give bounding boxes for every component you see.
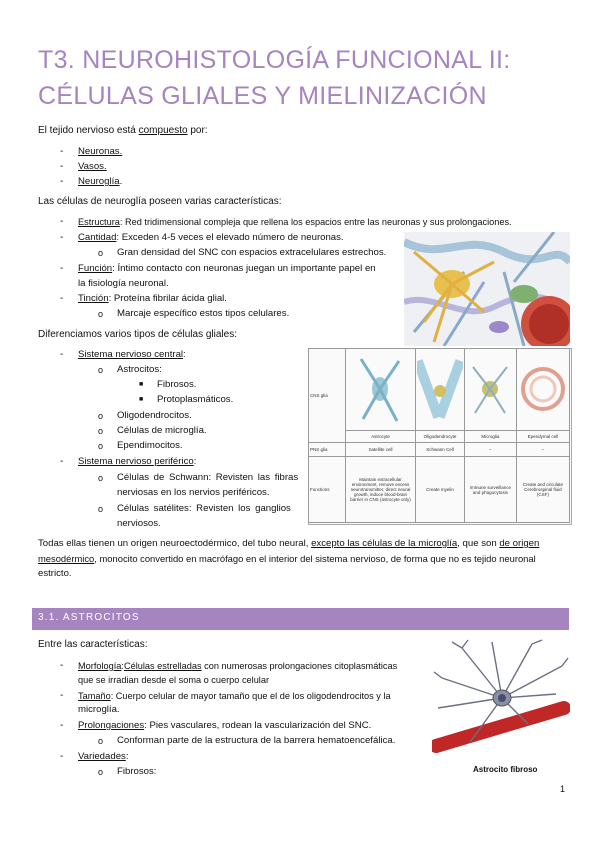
list-item-cantidad: Cantidad: Exceden 4-5 veces el elevado número de neuronas. — [78, 232, 344, 243]
list-item-tamano-cont: microglía. — [78, 704, 120, 715]
sub-item: Gran densidad del SNC con espacios extracelulares estrechos. — [117, 247, 387, 258]
table-cell: Create and circulate Cerebrospinal fluid (CSF) — [516, 457, 569, 523]
sub-sub-item: Fibrosos. — [157, 379, 197, 390]
types-lead: Diferenciamos varios tipos de células gliales: — [38, 329, 237, 340]
sub-bullet: o — [98, 365, 104, 375]
list-item-snp: Sistema nervioso periférico: — [78, 456, 197, 467]
sub-item-schwann: Células de Schwann: Revisten las fibras — [117, 472, 299, 483]
header-cell: Oligodendrocyte — [415, 431, 464, 443]
sub-item-satelites: Células satélites: Revisten los ganglios — [117, 503, 291, 514]
astrocyte-caption: Astrocito fibroso — [473, 765, 538, 774]
section-header — [32, 608, 569, 630]
page-title — [38, 42, 578, 114]
origin-line-1: Todas ellas tienen un origen neuroectodérmico, del tubo neural, excepto las células de la microglía, que son de origen — [38, 538, 540, 549]
header-cell: Ependymal cell — [516, 431, 569, 443]
neuroglia-illustration-svg — [404, 232, 570, 346]
list-item-funcion-cont: la fisiología neuronal. — [78, 278, 169, 289]
bullet-dash: - — [60, 720, 64, 731]
intro-paragraph: El tejido nervioso está compuesto por: — [38, 125, 208, 136]
bullet-dash: - — [60, 263, 64, 274]
header-cell: Microglia — [464, 431, 516, 443]
origin-line-3: estricto. — [38, 568, 72, 579]
characteristics-lead: Las células de neuroglía poseen varias características: — [38, 196, 282, 207]
oligodendrocyte-drawing — [417, 353, 463, 425]
bullet-dash: - — [60, 690, 64, 701]
ependymal-drawing — [520, 353, 566, 425]
table-cell: Maintain extracellular environment, remove excess neurotransmitter, direct neural growth, induce blood-brain barrier in CNS (astrocyte only) — [346, 457, 416, 523]
table-cell: Immune surveillance and phagocytosis — [464, 457, 516, 523]
table-cell: Create myelin — [415, 457, 464, 523]
list-item-morfologia: Morfología:Células estrelladas con numerosas prolongaciones citoplasmáticas — [78, 661, 398, 671]
sub-item: Conforman parte de la estructura de la barrera hematoencefálica. — [117, 735, 396, 746]
bullet-dash: - — [60, 146, 64, 157]
row-label-cns: CNS glia — [309, 349, 346, 443]
list-item: Neuroglía. — [78, 176, 123, 187]
sub-bullet: o — [98, 426, 104, 436]
section-title: 3.1. ASTROCITOS — [38, 612, 140, 623]
table-row — [309, 457, 570, 523]
sub-bullet: o — [98, 309, 104, 319]
row-label-pns: PNS glia — [309, 443, 346, 457]
astrocyte-fibroso-svg — [432, 638, 570, 778]
astrocyte-illustration — [432, 638, 570, 778]
microglia-drawing — [467, 353, 513, 425]
list-item-variedades: Variedades: — [78, 751, 129, 762]
glia-types-table — [308, 348, 570, 523]
microglia-image — [464, 349, 516, 431]
sub-bullet: o — [98, 504, 104, 514]
oligodendrocyte-image — [415, 349, 464, 431]
list-item-tamano: Tamaño: Cuerpo celular de mayor tamaño que el de los oligodendrocitos y la — [78, 691, 391, 701]
list-item: Neuronas. — [78, 146, 123, 157]
sub-item: Oligodendrocitos. — [117, 410, 192, 421]
sub-sub-item: Protoplasmáticos. — [157, 394, 234, 405]
table-cell: – — [464, 443, 516, 457]
page-number: 1 — [559, 784, 565, 794]
table-cell: – — [516, 443, 569, 457]
astro-lead: Entre las características: — [38, 639, 148, 650]
table-row — [309, 349, 570, 431]
sub-bullet: o — [98, 411, 104, 421]
square-bullet: ■ — [139, 396, 144, 403]
origin-line-2: mesodérmico, monocito convertido en macrófago en el interior del sistema nervioso, de forma que no es tejido neuronal — [38, 553, 536, 564]
title-line-2: CÉLULAS GLIALES Y MIELINIZACIÓN — [38, 82, 487, 110]
table-row — [309, 443, 570, 457]
bullet-dash: - — [60, 456, 64, 467]
title-line-1: T3. NEUROHISTOLOGÍA FUNCIONAL II: — [38, 46, 511, 74]
sub-bullet: o — [98, 473, 104, 483]
list-item-funcion: Función: Íntimo contacto con neuronas juegan un importante papel en — [78, 263, 376, 274]
table-cell: Schwann Cell — [415, 443, 464, 457]
list-item-morfologia-cont: que se irradian desde el soma o cuerpo celular — [78, 675, 270, 685]
astrocyte-drawing — [357, 353, 403, 425]
sub-bullet: o — [98, 441, 104, 451]
list-item-tincion: Tinción: Proteína fibrilar ácida glial. — [78, 293, 227, 304]
bullet-dash: - — [60, 660, 64, 671]
sub-item-schwann-cont: nerviosas en los nervios periféricos. — [117, 487, 270, 498]
list-item-estructura: Estructura: Red tridimensional compleja que rellena los espacios entre las neuronas y sus prolongaciones. — [78, 217, 512, 227]
list-item: Vasos. — [78, 161, 107, 172]
sub-item: Astrocitos: — [117, 364, 162, 375]
sub-item: Células de microglía. — [117, 425, 207, 436]
bullet-dash: - — [60, 293, 64, 304]
sub-bullet: o — [98, 736, 104, 746]
bullet-dash: - — [60, 751, 64, 762]
ependymal-image — [516, 349, 569, 431]
bullet-dash: - — [60, 176, 64, 187]
bullet-dash: - — [60, 216, 64, 227]
sub-item: Ependimocitos. — [117, 440, 183, 451]
neuroglia-illustration — [404, 232, 570, 346]
table-cell: Satellite cell — [346, 443, 416, 457]
header-cell: Astrocyte — [346, 431, 416, 443]
astrocyte-image — [346, 349, 416, 431]
row-label-functions: Functions — [309, 457, 346, 523]
sub-item: Fibrosos: — [117, 766, 157, 777]
sub-item: Marcaje específico estos tipos celulares. — [117, 308, 290, 319]
sub-item-satelites-cont: nerviosos. — [117, 518, 161, 529]
bullet-dash: - — [60, 232, 64, 243]
bullet-dash: - — [60, 349, 64, 360]
list-item-snc: Sistema nervioso central: — [78, 349, 186, 360]
sub-bullet: o — [98, 248, 104, 258]
sub-bullet: o — [98, 767, 104, 777]
table-row — [309, 431, 570, 443]
bullet-dash: - — [60, 161, 64, 172]
list-item-prolongaciones: Prolongaciones: Pies vasculares, rodean la vascularización del SNC. — [78, 720, 372, 731]
square-bullet: ■ — [139, 381, 144, 388]
